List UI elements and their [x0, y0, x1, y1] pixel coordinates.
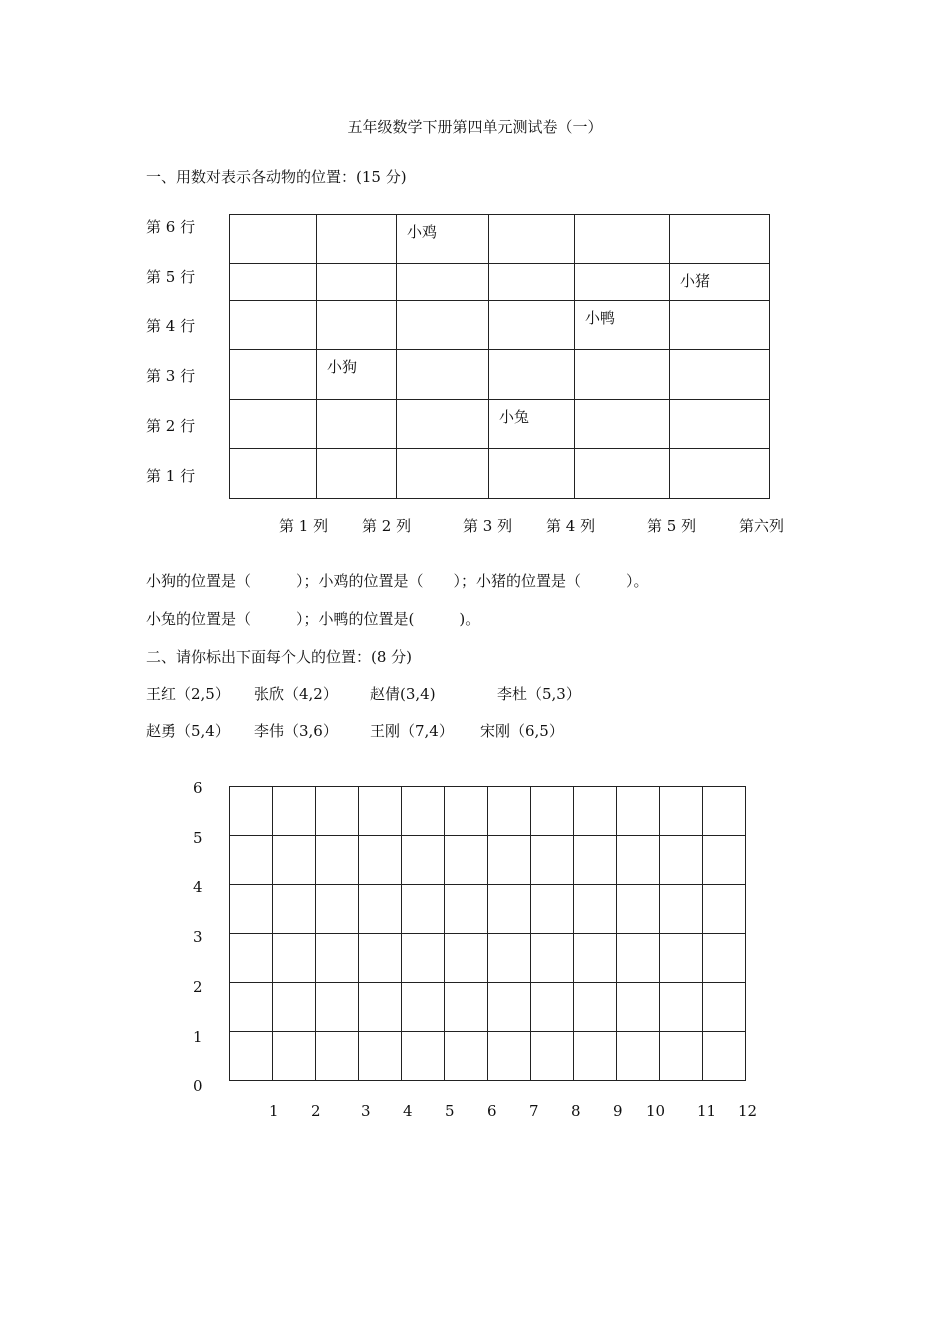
person-wang-gang: 王刚（7,4）	[370, 722, 454, 740]
grid-cell	[230, 215, 317, 264]
coord-cell	[445, 836, 488, 885]
answer-line-1: 小狗的位置是（ ）；小鸡的位置是（ ）；小猪的位置是（ ）。	[146, 572, 649, 590]
row-label-1: 第 1 行	[146, 467, 196, 485]
coord-cell	[660, 983, 703, 1032]
coord-cell	[531, 787, 574, 836]
y-label-3: 3	[193, 928, 203, 946]
y-label-0: 0	[193, 1077, 203, 1095]
y-label-2: 2	[193, 978, 203, 996]
coord-cell	[359, 836, 402, 885]
grid-cell	[670, 215, 770, 264]
grid-cell	[317, 215, 397, 264]
coord-cell	[574, 1032, 617, 1081]
grid-cell	[670, 301, 770, 350]
x-label-9: 9	[613, 1102, 623, 1120]
animal-duck: 小鸭	[585, 309, 616, 327]
col-label-5: 第 5 列	[647, 517, 697, 535]
page-title: 五年级数学下册第四单元测试卷（一）	[347, 118, 603, 136]
x-label-8: 8	[571, 1102, 581, 1120]
coord-cell	[617, 885, 660, 934]
x-label-4: 4	[403, 1102, 413, 1120]
coord-cell	[531, 836, 574, 885]
coord-cell	[574, 787, 617, 836]
x-label-5: 5	[445, 1102, 455, 1120]
coord-cell	[617, 983, 660, 1032]
coord-cell	[359, 885, 402, 934]
coord-cell	[230, 1032, 273, 1081]
grid-cell	[397, 301, 489, 350]
person-zhang-xin: 张欣（4,2）	[254, 685, 338, 703]
person-wang-hong: 王红（2,5）	[146, 685, 230, 703]
coord-cell	[230, 787, 273, 836]
grid-cell-pig	[670, 264, 770, 301]
coord-cell	[488, 934, 531, 983]
x-label-6: 6	[487, 1102, 497, 1120]
coord-cell	[488, 983, 531, 1032]
col-label-4: 第 4 列	[546, 517, 596, 535]
animal-rabbit: 小兔	[499, 408, 530, 426]
answer-line-2: 小兔的位置是（ ）；小鸭的位置是( )。	[146, 610, 481, 628]
row-label-5: 第 5 行	[146, 268, 196, 286]
x-label-11: 11	[697, 1102, 717, 1120]
grid-cell	[670, 449, 770, 499]
coord-cell	[574, 836, 617, 885]
grid-cell	[489, 449, 575, 499]
row-label-3: 第 3 行	[146, 367, 196, 385]
grid-cell-dog	[317, 350, 397, 400]
coord-cell	[230, 934, 273, 983]
coord-cell	[230, 983, 273, 1032]
grid-cell-rabbit	[489, 400, 575, 449]
grid-cell	[489, 264, 575, 301]
coord-cell	[402, 934, 445, 983]
section1-heading: 一、用数对表示各动物的位置：(15 分)	[146, 168, 407, 186]
coord-cell	[445, 983, 488, 1032]
coord-cell	[531, 934, 574, 983]
col-label-2: 第 2 列	[362, 517, 412, 535]
x-label-10: 10	[646, 1102, 666, 1120]
coord-cell	[617, 787, 660, 836]
person-song-gang: 宋刚（6,5）	[480, 722, 564, 740]
coord-cell	[703, 1032, 746, 1081]
coord-cell	[703, 836, 746, 885]
coord-cell	[316, 934, 359, 983]
grid-cell	[397, 400, 489, 449]
grid-cell	[575, 400, 670, 449]
row-label-4: 第 4 行	[146, 317, 196, 335]
coord-cell	[316, 836, 359, 885]
coord-cell	[531, 885, 574, 934]
grid-cell	[489, 301, 575, 350]
col-label-3: 第 3 列	[463, 517, 513, 535]
grid-cell-duck	[575, 301, 670, 350]
grid-cell	[397, 350, 489, 400]
y-label-6: 6	[193, 779, 203, 797]
coord-cell	[230, 836, 273, 885]
x-label-2: 2	[311, 1102, 321, 1120]
coord-cell	[273, 885, 316, 934]
person-li-wei: 李伟（3,6）	[254, 722, 338, 740]
coord-cell	[402, 787, 445, 836]
person-li-du: 李杜（5,3）	[497, 685, 581, 703]
grid-cell	[670, 400, 770, 449]
y-label-4: 4	[193, 878, 203, 896]
grid-cell	[230, 350, 317, 400]
animal-pig: 小猪	[680, 272, 711, 290]
coord-cell	[402, 885, 445, 934]
grid-cell	[489, 215, 575, 264]
coord-cell	[660, 787, 703, 836]
coord-cell	[660, 934, 703, 983]
coord-cell	[488, 836, 531, 885]
coord-cell	[230, 885, 273, 934]
grid-cell	[317, 449, 397, 499]
row-label-2: 第 2 行	[146, 417, 196, 435]
coord-cell	[703, 885, 746, 934]
grid-cell	[230, 301, 317, 350]
coord-cell	[445, 885, 488, 934]
y-label-5: 5	[193, 829, 203, 847]
grid-cell	[317, 400, 397, 449]
coord-cell	[273, 983, 316, 1032]
col-label-1: 第 1 列	[279, 517, 329, 535]
coord-cell	[488, 885, 531, 934]
person-zhao-qian: 赵倩(3,4)	[370, 685, 436, 703]
coord-cell	[574, 983, 617, 1032]
coord-cell	[488, 787, 531, 836]
coord-cell	[273, 787, 316, 836]
coord-cell	[402, 836, 445, 885]
coord-cell	[402, 983, 445, 1032]
grid-cell	[397, 264, 489, 301]
coord-cell	[316, 885, 359, 934]
coord-cell	[445, 787, 488, 836]
coord-cell	[273, 1032, 316, 1081]
grid-cell	[230, 264, 317, 301]
coord-cell	[660, 885, 703, 934]
coord-cell	[488, 1032, 531, 1081]
x-label-7: 7	[529, 1102, 539, 1120]
x-label-1: 1	[269, 1102, 279, 1120]
grid-cell	[575, 449, 670, 499]
coord-cell	[273, 836, 316, 885]
animal-position-grid	[229, 214, 770, 499]
coord-cell	[359, 934, 402, 983]
coord-cell	[617, 836, 660, 885]
x-label-3: 3	[361, 1102, 371, 1120]
grid-cell	[230, 400, 317, 449]
coord-cell	[445, 1032, 488, 1081]
coord-cell	[531, 983, 574, 1032]
coord-cell	[617, 934, 660, 983]
grid-cell	[317, 301, 397, 350]
coord-cell	[703, 787, 746, 836]
coord-cell	[316, 787, 359, 836]
person-zhao-yong: 赵勇（5,4）	[146, 722, 230, 740]
coord-cell	[660, 1032, 703, 1081]
grid-cell-chicken	[397, 215, 489, 264]
coord-cell	[402, 1032, 445, 1081]
grid-cell	[230, 449, 317, 499]
coordinate-grid	[229, 786, 746, 1081]
coord-cell	[445, 934, 488, 983]
grid-cell	[575, 350, 670, 400]
coord-cell	[660, 836, 703, 885]
coord-cell	[359, 1032, 402, 1081]
y-label-1: 1	[193, 1028, 203, 1046]
grid-cell	[489, 350, 575, 400]
section2-heading: 二、请你标出下面每个人的位置：(8 分)	[146, 648, 413, 666]
animal-chicken: 小鸡	[407, 223, 438, 241]
coord-cell	[531, 1032, 574, 1081]
grid-cell	[575, 264, 670, 301]
coord-cell	[703, 934, 746, 983]
coord-cell	[703, 983, 746, 1032]
coord-cell	[359, 787, 402, 836]
x-label-12: 12	[738, 1102, 758, 1120]
coord-cell	[316, 983, 359, 1032]
coord-cell	[316, 1032, 359, 1081]
grid-cell	[317, 264, 397, 301]
grid-cell	[670, 350, 770, 400]
coord-cell	[359, 983, 402, 1032]
col-label-6: 第六列	[739, 517, 785, 535]
grid-cell	[575, 215, 670, 264]
animal-dog: 小狗	[327, 358, 358, 376]
coord-cell	[574, 934, 617, 983]
coord-cell	[617, 1032, 660, 1081]
coord-cell	[574, 885, 617, 934]
row-label-6: 第 6 行	[146, 218, 196, 236]
grid-cell	[397, 449, 489, 499]
coord-cell	[273, 934, 316, 983]
